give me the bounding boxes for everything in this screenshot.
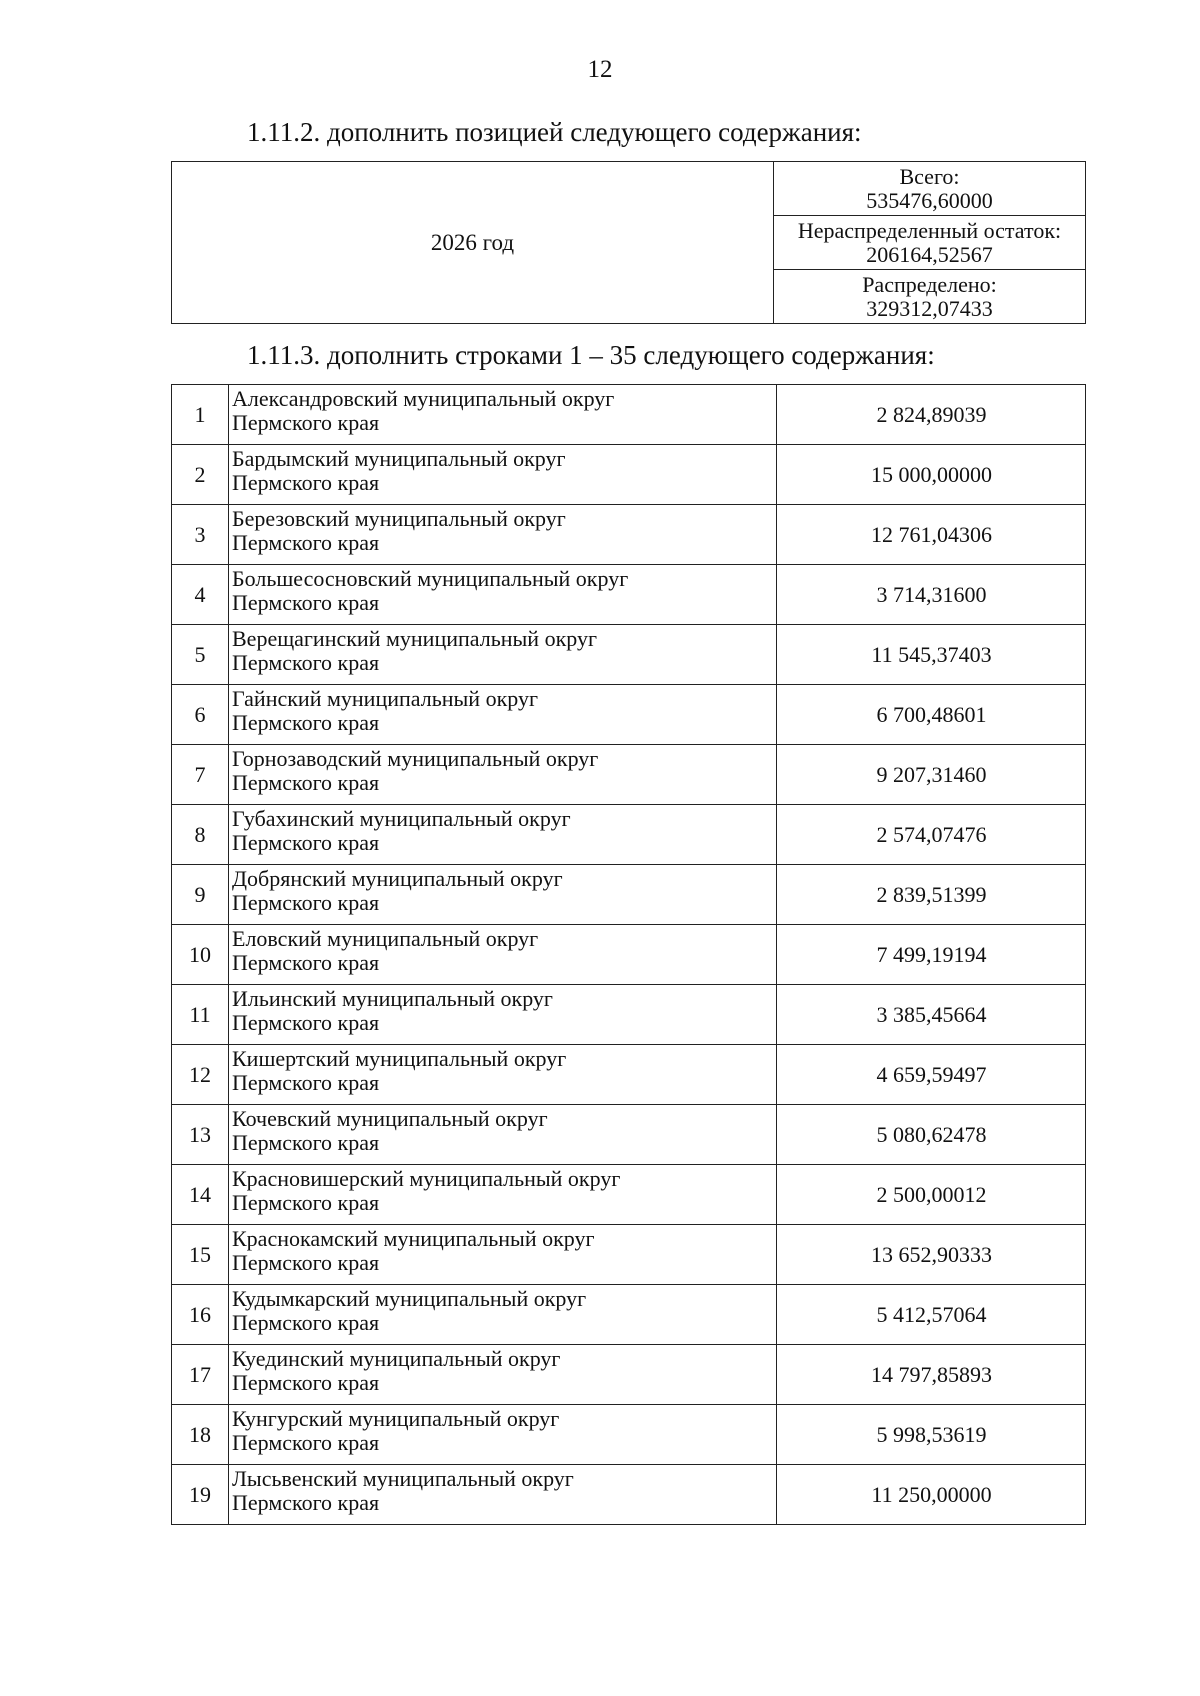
table-row bbox=[172, 625, 1086, 685]
section-heading-1-11-2: 1.11.2. дополнить позицией следующего содержания: bbox=[247, 117, 862, 147]
row-number: 18 bbox=[172, 1405, 229, 1465]
table-row bbox=[172, 1165, 1086, 1225]
row-number: 1 bbox=[172, 385, 229, 445]
table-row bbox=[172, 1045, 1086, 1105]
district-name-cell bbox=[229, 805, 777, 865]
row-number: 14 bbox=[172, 1165, 229, 1225]
page-number: 12 bbox=[587, 56, 613, 83]
district-name: Кочевский муниципальный округ bbox=[232, 1106, 548, 1131]
table-row bbox=[172, 985, 1086, 1045]
districts-table bbox=[171, 384, 1086, 1525]
table-row bbox=[172, 1345, 1086, 1405]
table-row bbox=[172, 1285, 1086, 1345]
amount-cell: 2 824,89039 bbox=[777, 385, 1086, 445]
district-name-cell bbox=[229, 1105, 777, 1165]
district-name-cell bbox=[229, 865, 777, 925]
district-name-cell bbox=[229, 1405, 777, 1465]
district-name: Губахинский муниципальный округ bbox=[232, 806, 571, 831]
district-region: Пермского края bbox=[232, 950, 380, 975]
amount-cell: 9 207,31460 bbox=[777, 745, 1086, 805]
district-name-cell bbox=[229, 445, 777, 505]
row-number: 4 bbox=[172, 565, 229, 625]
district-name-cell bbox=[229, 685, 777, 745]
table-row bbox=[172, 1465, 1086, 1525]
table-row bbox=[172, 565, 1086, 625]
district-name-cell bbox=[229, 1045, 777, 1105]
table-row bbox=[172, 1105, 1086, 1165]
row-number: 2 bbox=[172, 445, 229, 505]
amount-cell: 12 761,04306 bbox=[777, 505, 1086, 565]
row-number: 17 bbox=[172, 1345, 229, 1405]
amount-cell: 3 714,31600 bbox=[777, 565, 1086, 625]
district-name: Лысьвенский муниципальный округ bbox=[232, 1466, 574, 1491]
district-name: Кудымкарский муниципальный округ bbox=[232, 1286, 587, 1311]
district-name: Кишертский муниципальный округ bbox=[232, 1046, 567, 1071]
table-row bbox=[172, 1405, 1086, 1465]
district-name: Гайнский муниципальный округ bbox=[232, 686, 538, 711]
district-name: Бардымский муниципальный округ bbox=[232, 446, 566, 471]
district-name: Горнозаводский муниципальный округ bbox=[232, 746, 599, 771]
year-cell: 2026 год bbox=[172, 162, 774, 324]
district-region: Пермского края bbox=[232, 1430, 380, 1455]
table-row bbox=[172, 745, 1086, 805]
unallocated-value: 206164,52567 bbox=[866, 241, 993, 267]
summary-row-total bbox=[172, 162, 1086, 216]
district-name-cell bbox=[229, 1345, 777, 1405]
district-region: Пермского края bbox=[232, 830, 380, 855]
row-number: 5 bbox=[172, 625, 229, 685]
district-name-cell bbox=[229, 565, 777, 625]
row-number: 11 bbox=[172, 985, 229, 1045]
table-row bbox=[172, 445, 1086, 505]
amount-cell: 5 412,57064 bbox=[777, 1285, 1086, 1345]
total-label: Всего: bbox=[899, 163, 960, 189]
district-name-cell bbox=[229, 1465, 777, 1525]
district-name: Кунгурский муниципальный округ bbox=[232, 1406, 560, 1431]
amount-cell: 2 574,07476 bbox=[777, 805, 1086, 865]
amount-cell: 11 545,37403 bbox=[777, 625, 1086, 685]
allocated-label: Распределено: bbox=[862, 271, 997, 297]
total-cell bbox=[774, 162, 1086, 216]
district-name: Верещагинский муниципальный округ bbox=[232, 626, 597, 651]
district-name-cell bbox=[229, 1285, 777, 1345]
district-name-cell bbox=[229, 385, 777, 445]
district-region: Пермского края bbox=[232, 530, 380, 555]
amount-cell: 11 250,00000 bbox=[777, 1465, 1086, 1525]
district-region: Пермского края bbox=[232, 1310, 380, 1335]
row-number: 8 bbox=[172, 805, 229, 865]
district-region: Пермского края bbox=[232, 1190, 380, 1215]
row-number: 6 bbox=[172, 685, 229, 745]
district-region: Пермского края bbox=[232, 770, 380, 795]
district-region: Пермского края bbox=[232, 470, 380, 495]
table-row bbox=[172, 385, 1086, 445]
table-row bbox=[172, 865, 1086, 925]
district-name-cell bbox=[229, 745, 777, 805]
district-name: Добрянский муниципальный округ bbox=[232, 866, 563, 891]
district-name-cell bbox=[229, 925, 777, 985]
district-region: Пермского края bbox=[232, 710, 380, 735]
district-region: Пермского края bbox=[232, 590, 380, 615]
amount-cell: 7 499,19194 bbox=[777, 925, 1086, 985]
district-region: Пермского края bbox=[232, 1010, 380, 1035]
district-name: Куединский муниципальный округ bbox=[232, 1346, 561, 1371]
districts-table-body bbox=[172, 385, 1086, 1525]
district-region: Пермского края bbox=[232, 1490, 380, 1515]
amount-cell: 3 385,45664 bbox=[777, 985, 1086, 1045]
amount-cell: 2 500,00012 bbox=[777, 1165, 1086, 1225]
row-number: 15 bbox=[172, 1225, 229, 1285]
district-region: Пермского края bbox=[232, 1070, 380, 1095]
amount-cell: 5 998,53619 bbox=[777, 1405, 1086, 1465]
district-region: Пермского края bbox=[232, 1130, 380, 1155]
table-row bbox=[172, 925, 1086, 985]
district-name-cell bbox=[229, 1225, 777, 1285]
amount-cell: 15 000,00000 bbox=[777, 445, 1086, 505]
district-name: Александровский муниципальный округ bbox=[232, 386, 615, 411]
district-name: Березовский муниципальный округ bbox=[232, 506, 566, 531]
row-number: 16 bbox=[172, 1285, 229, 1345]
row-number: 3 bbox=[172, 505, 229, 565]
row-number: 10 bbox=[172, 925, 229, 985]
district-name: Еловский муниципальный округ bbox=[232, 926, 539, 951]
district-region: Пермского края bbox=[232, 890, 380, 915]
row-number: 13 bbox=[172, 1105, 229, 1165]
total-value: 535476,60000 bbox=[866, 187, 993, 213]
district-name-cell bbox=[229, 505, 777, 565]
row-number: 12 bbox=[172, 1045, 229, 1105]
district-name-cell bbox=[229, 985, 777, 1045]
amount-cell: 4 659,59497 bbox=[777, 1045, 1086, 1105]
table-row bbox=[172, 805, 1086, 865]
amount-cell: 6 700,48601 bbox=[777, 685, 1086, 745]
district-name: Большесосновский муниципальный округ bbox=[232, 566, 629, 591]
table-row bbox=[172, 685, 1086, 745]
row-number: 9 bbox=[172, 865, 229, 925]
district-name: Краснокамский муниципальный округ bbox=[232, 1226, 595, 1251]
district-region: Пермского края bbox=[232, 650, 380, 675]
table-row bbox=[172, 505, 1086, 565]
unallocated-label: Нераспределенный остаток: bbox=[797, 217, 1062, 243]
section-heading-1-11-3: 1.11.3. дополнить строками 1 – 35 следующего содержания: bbox=[247, 340, 935, 370]
row-number: 19 bbox=[172, 1465, 229, 1525]
district-name-cell bbox=[229, 1165, 777, 1225]
unallocated-cell bbox=[774, 216, 1086, 270]
district-region: Пермского края bbox=[232, 1250, 380, 1275]
allocated-value: 329312,07433 bbox=[866, 295, 993, 321]
amount-cell: 14 797,85893 bbox=[777, 1345, 1086, 1405]
district-name: Красновишерский муниципальный округ bbox=[232, 1166, 621, 1191]
amount-cell: 13 652,90333 bbox=[777, 1225, 1086, 1285]
summary-table bbox=[171, 161, 1086, 324]
row-number: 7 bbox=[172, 745, 229, 805]
amount-cell: 2 839,51399 bbox=[777, 865, 1086, 925]
district-region: Пермского края bbox=[232, 1370, 380, 1395]
district-name-cell bbox=[229, 625, 777, 685]
district-name: Ильинский муниципальный округ bbox=[232, 986, 553, 1011]
amount-cell: 5 080,62478 bbox=[777, 1105, 1086, 1165]
table-row bbox=[172, 1225, 1086, 1285]
district-region: Пермского края bbox=[232, 410, 380, 435]
allocated-cell bbox=[774, 270, 1086, 324]
